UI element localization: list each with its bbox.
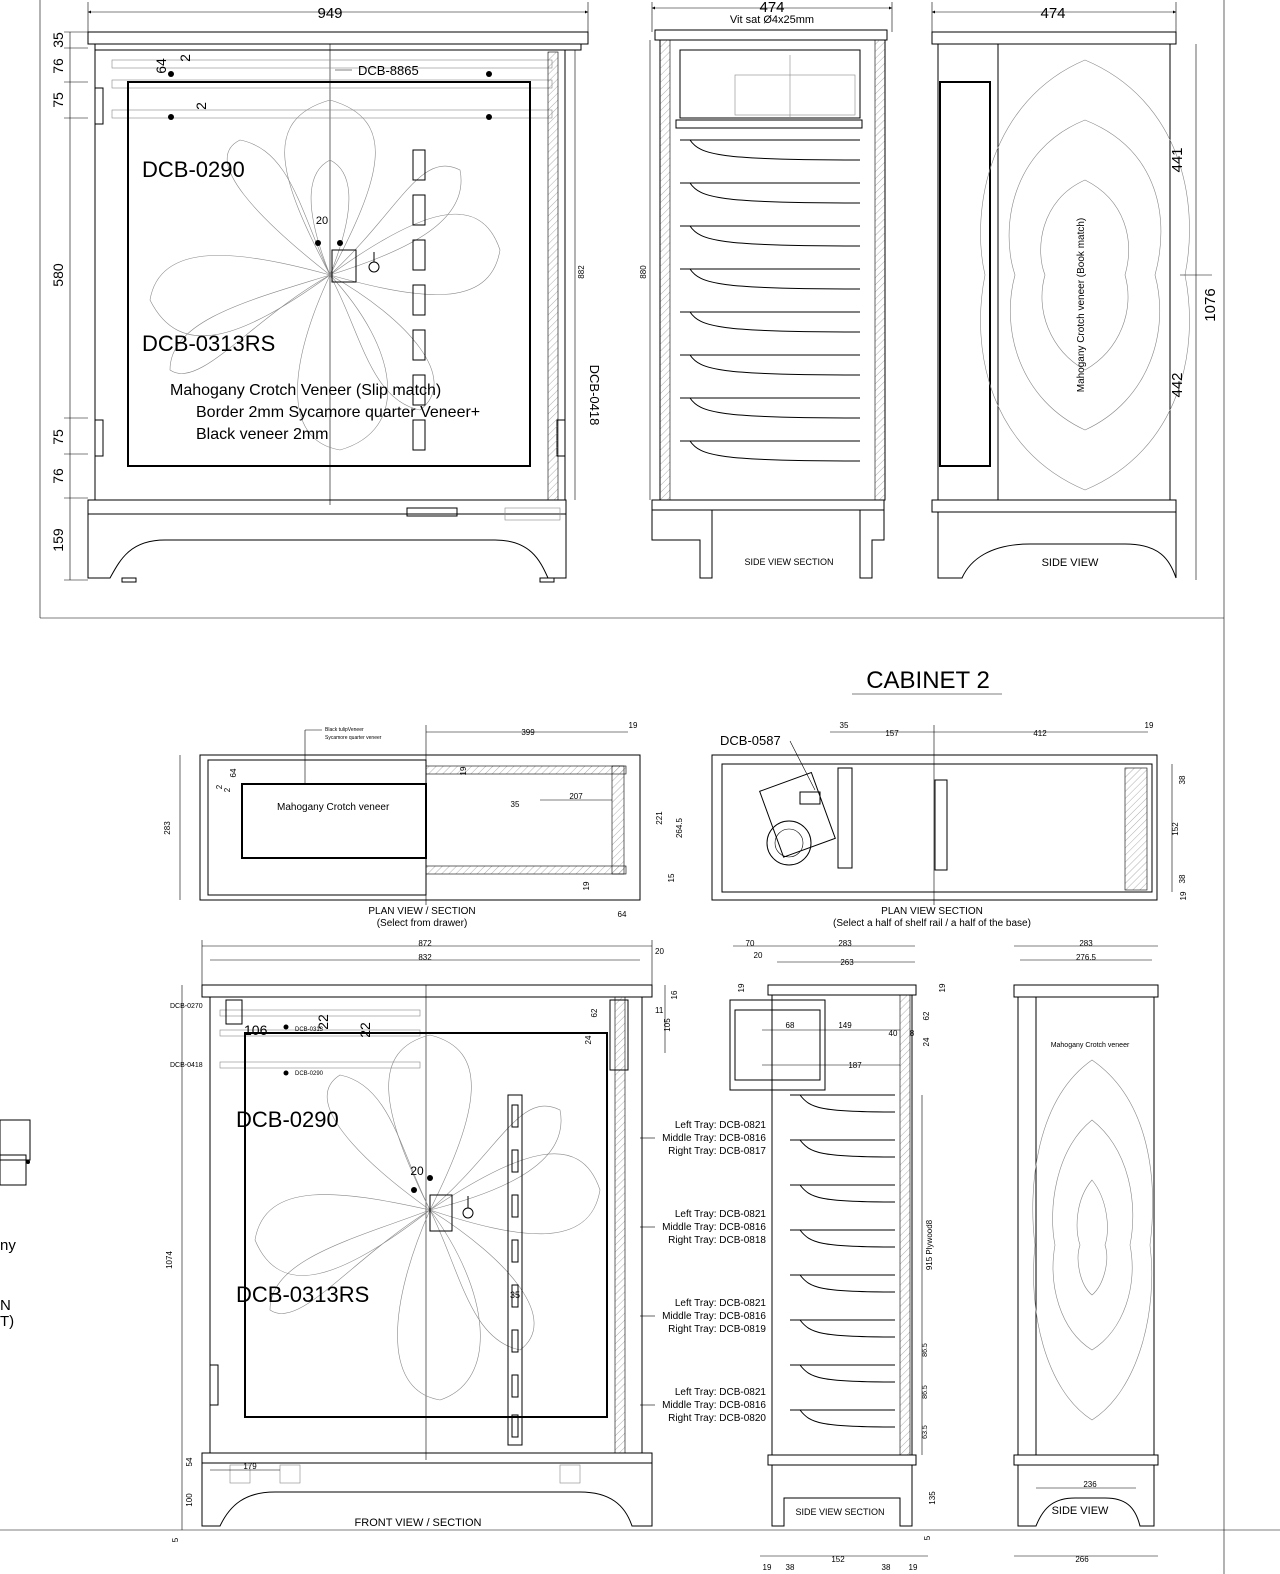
- fragment-ny: ny: [0, 1237, 16, 1254]
- c2-ss-70: 70: [745, 939, 755, 948]
- tray-2-right: Right Tray: DCB-0818: [668, 1235, 766, 1246]
- c2-fv-20a: 20: [655, 947, 664, 956]
- c2-fv-100: 100: [185, 1493, 194, 1507]
- c2-fv-16: 16: [670, 990, 679, 1000]
- tray-3-left: Left Tray: DCB-0821: [674, 1298, 766, 1309]
- cabinet1-front-view: [50, 2, 602, 582]
- c2-ss-865b: 86.5: [922, 1385, 929, 1399]
- c2-fv-22a: 22: [315, 1014, 331, 1030]
- tray-2-middle: Middle Tray: DCB-0816: [662, 1222, 766, 1233]
- c2-ss-5: 5: [923, 1535, 932, 1541]
- c2-pl-note-tulip: Black tulipVeneer: [325, 727, 364, 733]
- c1-dim-159: 159: [50, 528, 66, 552]
- c2-ss-19a: 19: [737, 983, 746, 993]
- c1-ss-height: 880: [639, 265, 648, 279]
- c1-dim-75a: 75: [50, 92, 66, 108]
- tray-1-middle: Middle Tray: DCB-0816: [662, 1133, 766, 1144]
- c1-dim-2a: 2: [177, 54, 193, 62]
- c2-ss-24: 24: [922, 1037, 931, 1047]
- cabinet1-side-section: [639, 0, 892, 578]
- c2-pr-152: 152: [1171, 822, 1180, 836]
- c2-pr-35: 35: [839, 721, 849, 730]
- c2-fv-62: 62: [590, 1008, 599, 1018]
- c2-ss-865a: 86.5: [922, 1343, 929, 1357]
- c1-ss-screw-note: Vit sat Ø4x25mm: [729, 14, 815, 26]
- c2-fv-label-dcb-0290: DCB-0290: [236, 1107, 339, 1132]
- c1-label-dcb-0313rs: DCB-0313RS: [142, 331, 276, 356]
- c2-sv-veneer-note: Mahogany Crotch veneer: [1050, 1042, 1130, 1049]
- c1-sv-dim-442: 442: [1169, 372, 1186, 398]
- c2-fv-872: 872: [418, 939, 432, 948]
- c2-sv-wood-grain: [1033, 1060, 1153, 1420]
- c2-pl-caption-sub: (Select from drawer): [376, 918, 468, 929]
- c2-ss-40: 40: [888, 1029, 898, 1038]
- c1-note-veneer: Mahogany Crotch Veneer (Slip match): [170, 382, 442, 399]
- c2-ss-b19b: 19: [908, 1563, 918, 1572]
- c2-fv-106: 106: [244, 1022, 268, 1038]
- c1-dim-2b: 2: [193, 102, 209, 110]
- c2-fv-54: 54: [185, 1457, 194, 1467]
- c2-sv-266: 266: [1075, 1555, 1089, 1564]
- c2-pl-399: 399: [521, 728, 535, 737]
- c2-ss-b38b: 38: [881, 1563, 891, 1572]
- c2-ss-8: 8: [909, 1029, 915, 1038]
- tray-4-middle: Middle Tray: DCB-0816: [662, 1400, 766, 1411]
- c2-sv-283: 283: [1079, 939, 1093, 948]
- c2-pl-note-sycamore: Sycamore quarter veneer: [325, 735, 382, 741]
- c2-pl-64b: 64: [617, 910, 627, 919]
- c2-ss-20: 20: [753, 951, 763, 960]
- c2-pr-38b: 38: [1178, 874, 1187, 884]
- c2-fv-label-dcb-0290-small: DCB-0290: [295, 1071, 324, 1077]
- c2-tray-callouts: [640, 1120, 766, 1424]
- tray-4-right: Right Tray: DCB-0820: [668, 1413, 766, 1424]
- c2-ss-187: 187: [848, 1061, 862, 1070]
- c1-dim-20: 20: [315, 215, 329, 227]
- c2-pl-19b: 19: [459, 766, 468, 776]
- c2-ss-19b: 19: [938, 983, 947, 993]
- c2-pl-2b: 2: [223, 787, 232, 793]
- c2-ss-283: 283: [838, 939, 852, 948]
- c1-sv-title: SIDE VIEW: [1041, 557, 1099, 569]
- c1-note-black: Black veneer 2mm: [196, 426, 329, 443]
- c2-pl-35: 35: [510, 800, 520, 809]
- c2-ss-height: 915 Plywood8: [925, 1219, 934, 1271]
- tray-4-left: Left Tray: DCB-0821: [674, 1387, 766, 1398]
- cabinet2-front-view: [165, 939, 679, 1542]
- c1-sv-width: 474: [1040, 5, 1066, 22]
- c1-dim-35: 35: [50, 32, 66, 48]
- c1-note-border: Border 2mm Sycamore quarter Veneer+: [196, 404, 481, 421]
- tray-3-right: Right Tray: DCB-0819: [668, 1324, 766, 1335]
- c2-fv-11: 11: [655, 1006, 664, 1015]
- c2-pr-19b: 19: [1179, 891, 1188, 901]
- cabinet2-side-section: [730, 939, 947, 1572]
- c2-pl-221: 221: [655, 811, 664, 825]
- c2-fv-label-dcb-0313rs: DCB-0313RS: [236, 1282, 370, 1307]
- c2-ss-68: 68: [785, 1021, 795, 1030]
- c1-ss-width: 474: [759, 0, 785, 16]
- c2-ss-b38a: 38: [785, 1563, 795, 1572]
- c2-pl-veneer-label: Mahogany Crotch veneer: [277, 802, 390, 813]
- tray-2-left: Left Tray: DCB-0821: [674, 1209, 766, 1220]
- c2-ss-b19a: 19: [762, 1563, 772, 1572]
- c2-fv-35: 35: [509, 1290, 521, 1300]
- c2-pr-157: 157: [885, 729, 899, 738]
- c2-pl-19a: 19: [628, 721, 638, 730]
- c2-pl-207: 207: [569, 792, 583, 801]
- c2-fv-label-dcb-0418: DCB-0418: [170, 1062, 203, 1069]
- c2-ss-b152: 152: [831, 1555, 845, 1564]
- fragment-t: T): [0, 1313, 15, 1330]
- c2-ss-135: 135: [928, 1491, 937, 1505]
- c2-ss-trays: [790, 1095, 895, 1427]
- c1-width-dim: 949: [317, 5, 343, 22]
- c2-ss-title: SIDE VIEW SECTION: [795, 1507, 885, 1517]
- c1-dim-882: 882: [577, 265, 586, 279]
- c2-sv-title: SIDE VIEW: [1051, 1505, 1109, 1517]
- c2-fv-label-dcb-0313: DCB-0313: [295, 1027, 324, 1033]
- c2-fv-22b: 22: [357, 1022, 373, 1038]
- c2-ss-62: 62: [922, 1011, 931, 1021]
- c1-dim-75b: 75: [50, 429, 66, 445]
- c2-pl-283: 283: [163, 821, 172, 835]
- c2-fv-1074: 1074: [165, 1251, 174, 1269]
- c2-fv-label-dcb-0270: DCB-0270: [170, 1003, 203, 1010]
- c2-pl-caption: PLAN VIEW / SECTION: [368, 906, 476, 917]
- fragment-n: N: [0, 1297, 11, 1314]
- c2-fv-832: 832: [418, 953, 432, 962]
- c2-fv-105: 105: [663, 1018, 672, 1032]
- c2-pr-caption: PLAN VIEW SECTION: [881, 906, 983, 917]
- c2-pl-15: 15: [667, 873, 676, 883]
- c1-dim-76b: 76: [50, 468, 66, 484]
- c2-fv-title: FRONT VIEW / SECTION: [354, 1517, 482, 1529]
- c1-dim-64: 64: [153, 58, 169, 74]
- cabinet2-plan-left: [163, 721, 684, 929]
- c2-pr-412: 412: [1033, 729, 1047, 738]
- c1-dim-76a: 76: [50, 58, 66, 74]
- c2-pl-64a: 64: [229, 768, 238, 778]
- cabinet2-plan-right: [712, 721, 1188, 929]
- c2-fv-24: 24: [584, 1035, 593, 1045]
- c2-fv-20b: 20: [410, 1164, 424, 1178]
- c2-pr-19a: 19: [1144, 721, 1154, 730]
- tray-3-middle: Middle Tray: DCB-0816: [662, 1311, 766, 1322]
- left-edge-fragments: [0, 1120, 30, 1330]
- c2-ss-149: 149: [838, 1021, 852, 1030]
- c2-sv-236: 236: [1083, 1480, 1097, 1489]
- c1-dim-580: 580: [50, 263, 66, 287]
- tray-1-right: Right Tray: DCB-0817: [668, 1146, 766, 1157]
- c2-flower-inlay: [255, 1035, 600, 1400]
- c2-pl-2645: 264.5: [675, 817, 684, 839]
- c1-sv-dim-441: 441: [1169, 147, 1186, 173]
- c2-sv-2765: 276.5: [1075, 953, 1097, 962]
- c1-label-dcb-0290: DCB-0290: [142, 157, 245, 182]
- c1-label-dcb-0418: DCB-0418: [587, 364, 602, 426]
- cabinet1-side-view: [932, 2, 1219, 580]
- c2-pl-2a: 2: [215, 784, 224, 790]
- c1-ss-trays: [680, 140, 860, 461]
- c1-sv-dim-1076: 1076: [1202, 288, 1219, 322]
- c2-ss-635: 63.5: [922, 1425, 929, 1439]
- c2-fv-179: 179: [243, 1462, 257, 1471]
- c1-label-dcb-8865: DCB-8865: [358, 63, 419, 78]
- c2-pr-38a: 38: [1178, 775, 1187, 785]
- cabinet2-title: CABINET 2: [866, 667, 990, 694]
- cabinet2-side-view: [1014, 939, 1158, 1564]
- tray-1-left: Left Tray: DCB-0821: [674, 1120, 766, 1131]
- c2-pr-caption-sub: (Select a half of shelf rail / a half of the base): [833, 918, 1031, 929]
- c2-ss-263: 263: [840, 958, 854, 967]
- c1-sv-veneer-note: Mahogany Crotch veneer (Book match): [1076, 217, 1087, 393]
- c2-pl-19c: 19: [582, 881, 591, 891]
- c2-fv-5: 5: [171, 1537, 180, 1543]
- c1-ss-title: SIDE VIEW SECTION: [744, 557, 834, 567]
- c2-pr-label: DCB-0587: [720, 733, 781, 748]
